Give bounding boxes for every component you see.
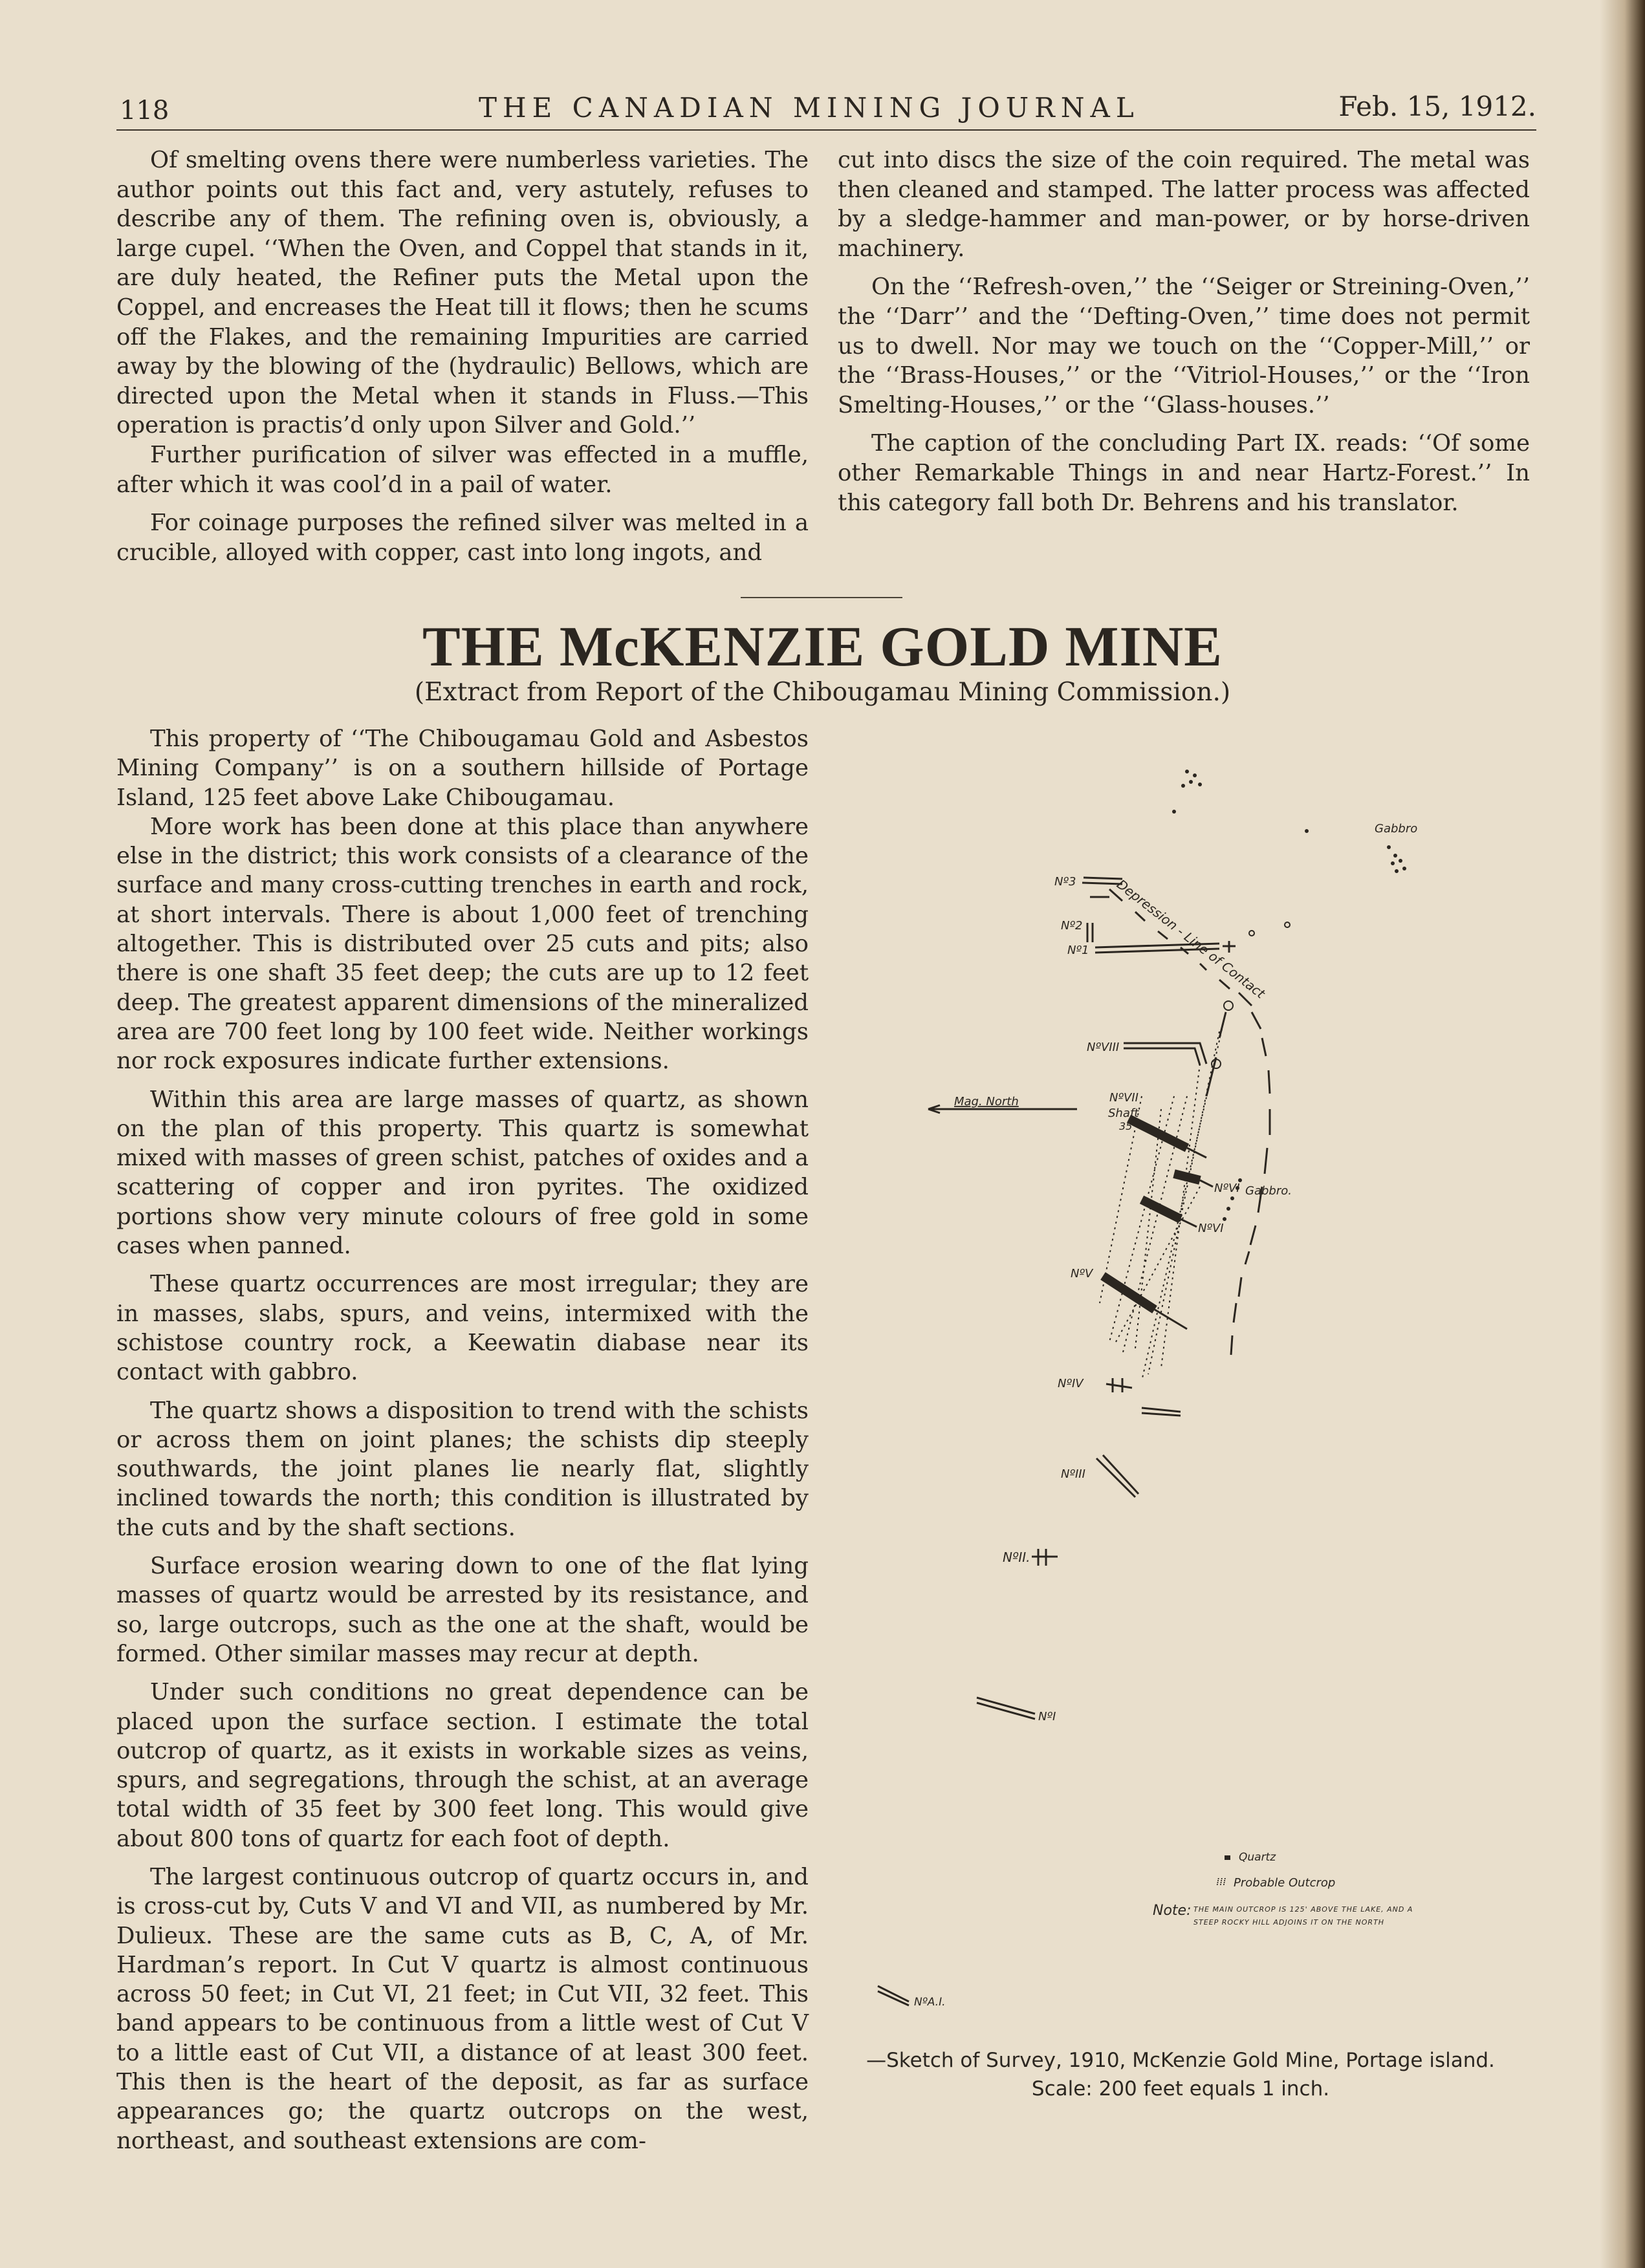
label-gabbro-mid: Gabbro. bbox=[1245, 1184, 1292, 1198]
issue-date: Feb. 15, 1912. bbox=[1338, 91, 1536, 122]
survey-sketch-map bbox=[838, 734, 1523, 2034]
legend-quartz-swatch bbox=[1225, 1855, 1230, 1860]
label-cut-viii: NºVIII bbox=[1087, 1041, 1120, 1054]
label-cut-vii: NºVII bbox=[1109, 1091, 1138, 1105]
cut-iv-trench bbox=[1142, 1408, 1181, 1416]
paragraph: The quartz shows a disposition to trend with the schists or across them on joint planes; the schists dip steeply southwards, the joint planes lie nearly flat, slightly inclined towards the north; this condition is illustrated by the cuts and by the shaft sections. bbox=[116, 1397, 809, 1541]
paragraph: The caption of the concluding Part IX. reads: ‘‘Of some other Remarkable Things in and near Hartz-Forest.’’ In this category fall both Dr. Behrens and his translator. bbox=[838, 430, 1530, 516]
paragraph: Of smelting ovens there were numberless varieties. The author points out this fact and, very astutely, refuses to describe any of them. The refining oven is, obviously, a large cupel. ‘‘When the Oven, and Coppel that stands in it, are duly heated, the Refiner puts the Metal upon the Coppel, and encreases the Heat till it flows; then he scums off the Flakes, and the remaining Impurities are carried away by the blowing of the (hydraulic) Bellows, which are directed upon the Metal when it stands in Fluss.—This operation is practis’d only upon Silver and Gold.’’ bbox=[116, 147, 809, 439]
cut-v bbox=[1155, 1310, 1187, 1329]
section-divider bbox=[741, 597, 902, 598]
cut-vii bbox=[1187, 1148, 1206, 1158]
label-cut-vi-b: NºVI bbox=[1198, 1222, 1224, 1235]
paragraph: On the ‘‘Refresh-oven,’’ the ‘‘Seiger or Streining-Oven,’’ the ‘‘Darr’’ and the ‘‘Defting-Oven,’’ time does not permit us to dwell. Nor may we touch on the ‘‘Copper-Mill,’’ or the ‘‘Brass-Houses,’’ or the ‘‘Vitriol-Houses,’’ or the ‘‘Iron Smelting-Houses,’’ or the ‘‘Glass-houses.’’ bbox=[838, 274, 1530, 418]
paragraph: For coinage purposes the refined silver was melted in a crucible, alloyed with copper, cast into long ingots, and bbox=[116, 510, 809, 566]
cut-vi-b-quartz bbox=[1142, 1200, 1181, 1219]
cut-n2 bbox=[1087, 923, 1093, 942]
gabbro-dots-top bbox=[1172, 770, 1406, 873]
article-subtitle: (Extract from Report of the Chibougamau Mining Commission.) bbox=[414, 678, 1231, 707]
label-cut-vi-a: NºVI bbox=[1214, 1182, 1240, 1195]
cut-vi-a-quartz bbox=[1174, 1174, 1200, 1180]
article-title: THE McKENZIE GOLD MINE bbox=[422, 616, 1223, 678]
label-gabbro-top: Gabbro bbox=[1375, 822, 1418, 836]
legend-probable-swatch: ⁞⁞⁞ bbox=[1216, 1875, 1226, 1888]
article-column bbox=[116, 724, 809, 2155]
shaft-line bbox=[1206, 1012, 1226, 1096]
cut-v-quartz bbox=[1103, 1276, 1155, 1310]
cut-ii bbox=[1032, 1549, 1058, 1566]
journal-title: THE CANADIAN MINING JOURNAL bbox=[479, 92, 1140, 124]
cut-viii bbox=[1124, 1043, 1206, 1065]
label-cut-v: NºV bbox=[1071, 1267, 1093, 1280]
cut-i bbox=[977, 1698, 1035, 1719]
label-cut-iii: NºIII bbox=[1061, 1467, 1085, 1481]
paragraph: More work has been done at this place than anywhere else in the district; this work consists of a clearance of the surface and many cross-cutting trenches in earth and rock, at short intervals. There is about 1,000 feet of trenching altogether. This is distributed over 25 cuts and pits; also there is one shaft 35 feet deep; the cuts are up to 12 feet deep. The greatest apparent dimensions of the mineralized area are 700 feet long by 100 feet wide. Neither workings nor rock exposures indicate further extensions. bbox=[116, 813, 809, 1075]
paragraph: The largest continuous outcrop of quartz occurs in, and is cross-cut by, Cuts V and VI and VII, as numbered by Mr. Dulieux. These are the same cuts as B, C, A, of Mr. Hardman’s report. In Cut V quartz is almost continuous across 50 feet; in Cut VI, 21 feet; in Cut VII, 32 feet. This band appears to be continuous from a little west of Cut V to a little east of Cut VII, a distance of at least 300 feet. This then is the heart of the deposit, as far as surface appearances go; the quartz outcrops on the west, northeast, and southeast extensions are com- bbox=[116, 1863, 809, 2154]
label-cut-n2: Nº2 bbox=[1061, 919, 1083, 933]
label-shaft-depth: 35 bbox=[1119, 1120, 1133, 1132]
top-right-column bbox=[838, 146, 1530, 517]
label-mag-north: Mag. North bbox=[954, 1095, 1019, 1108]
label-contact: Depression - Line of Contact bbox=[1113, 876, 1269, 1002]
label-shaft: Shaft bbox=[1108, 1107, 1139, 1120]
caption-title: —Sketch of Survey, 1910, McKenzie Gold Mine, Portage island. bbox=[866, 2049, 1495, 2072]
label-cut-a-i: NºA.I. bbox=[914, 1996, 946, 2009]
page-number: 118 bbox=[120, 96, 169, 125]
cut-iii bbox=[1096, 1455, 1138, 1497]
paragraph: Within this area are large masses of quartz, as shown on the plan of this property. This quartz is somewhat mixed with masses of green schist, patches of oxides and a scattering of copper and iron pyrites. The oxidized portions show very minute colours of free gold in some cases when panned. bbox=[116, 1086, 809, 1260]
figure-caption bbox=[828, 2046, 1533, 2103]
paragraph: Surface erosion wearing down to one of the flat lying masses of quartz would be arrested by its resistance, and so, large outcrops, such as the one at the shaft, would be formed. Other similar masses may recur at depth. bbox=[116, 1553, 809, 1667]
label-cut-i: NºI bbox=[1038, 1710, 1056, 1723]
running-header bbox=[116, 84, 1536, 131]
paragraph: This property of ‘‘The Chibougamau Gold and Asbestos Mining Company’’ is on a southern hillside of Portage Island, 125 feet above Lake Chibougamau. bbox=[116, 726, 809, 811]
paragraph: Further purification of silver was effected in a muffle, after which it was cool’d in a pail of water. bbox=[116, 441, 809, 498]
label-cut-ii: NºII. bbox=[1003, 1550, 1030, 1565]
paragraph: cut into discs the size of the coin required. The metal was then cleaned and stamped. The latter process was affected by a sledge-hammer and man-power, or by horse-driven machinery. bbox=[838, 147, 1530, 262]
legend-quartz: Quartz bbox=[1239, 1851, 1276, 1864]
paragraph: These quartz occurrences are most irregular; they are in masses, slabs, spurs, and veins, intermixed with the schistose country rock, a Keewatin diabase near its contact with gabbro. bbox=[116, 1271, 809, 1386]
legend-note-text: THE MAIN OUTCROP IS 125' ABOVE THE LAKE, AND A STEEP ROCKY HILL ADJOINS IT ON THE NORTH bbox=[1193, 1905, 1413, 1927]
cut-vi-b bbox=[1181, 1219, 1197, 1227]
label-cut-iv: NºIV bbox=[1058, 1377, 1084, 1390]
legend-probable: Probable Outcrop bbox=[1234, 1876, 1336, 1890]
caption-scale: Scale: 200 feet equals 1 inch. bbox=[1031, 2077, 1330, 2101]
cut-vii-quartz bbox=[1129, 1119, 1187, 1148]
cut-iv bbox=[1106, 1378, 1132, 1392]
paragraph: Under such conditions no great dependence can be placed upon the surface section. I estimate the total outcrop of quartz, as it exists in workable sizes as veins, spurs, and segregations, through the schist, at an average total width of 35 feet by 300 feet long. This would give about 800 tons of quartz for each foot of depth. bbox=[116, 1679, 809, 1852]
cut-a-i bbox=[878, 1986, 909, 2005]
legend-note-label: Note: bbox=[1153, 1903, 1192, 1919]
probable-outcrop bbox=[1100, 1012, 1226, 1381]
top-left-column bbox=[116, 146, 809, 567]
page-edge-shadow bbox=[1600, 0, 1645, 2268]
cut-vi-a bbox=[1200, 1180, 1213, 1187]
label-cut-n1-top: Nº1 bbox=[1067, 944, 1089, 957]
label-cut-n3: Nº3 bbox=[1054, 875, 1076, 889]
